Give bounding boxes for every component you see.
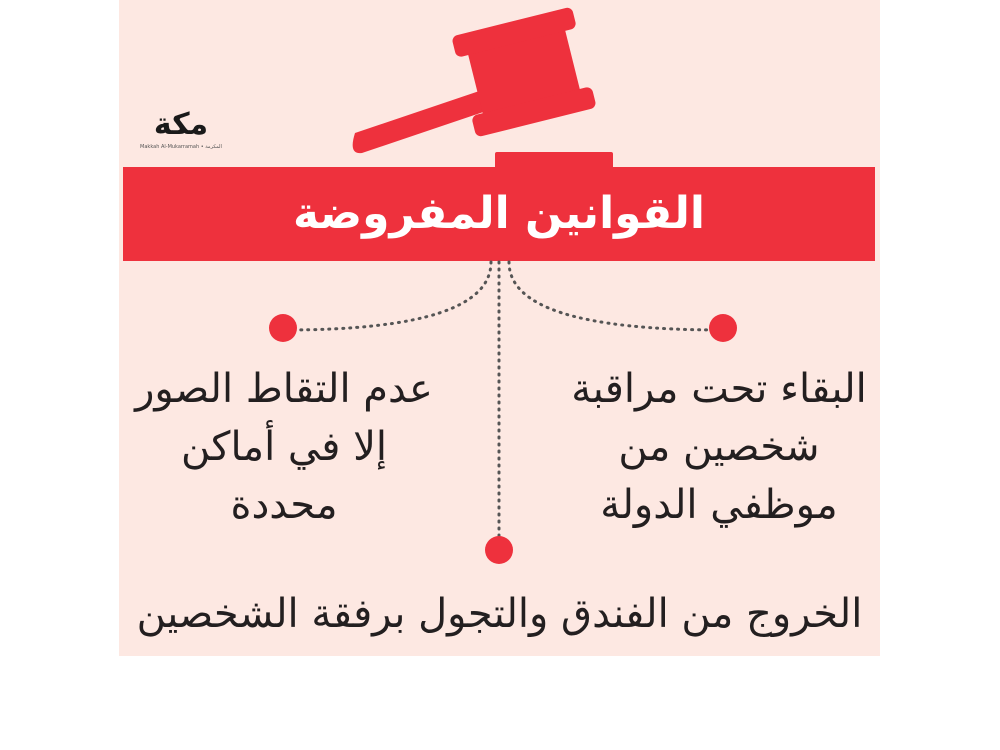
- infographic: [119, 0, 880, 656]
- dot-left: [269, 314, 297, 342]
- dot-bottom: [485, 536, 513, 564]
- page-title: القوانين المفروضة: [292, 188, 706, 239]
- connector-left: [284, 262, 491, 330]
- logo-text: مكة: [153, 107, 209, 142]
- dot-right: [709, 314, 737, 342]
- rule-item-right: البقاء تحت مراقبة شخصين من موظفي الدولة: [571, 366, 867, 528]
- connector-right: [509, 262, 722, 330]
- rule-item-bottom: الخروج من الفندق والتجول برفقة الشخصين: [136, 591, 863, 637]
- rule-item-left: عدم التقاط الصور إلا في أماكن محددة: [135, 366, 433, 528]
- logo-subtext: Makkah Al-Mukarramah • المكرمة: [140, 144, 222, 150]
- connector-lines: [119, 0, 880, 656]
